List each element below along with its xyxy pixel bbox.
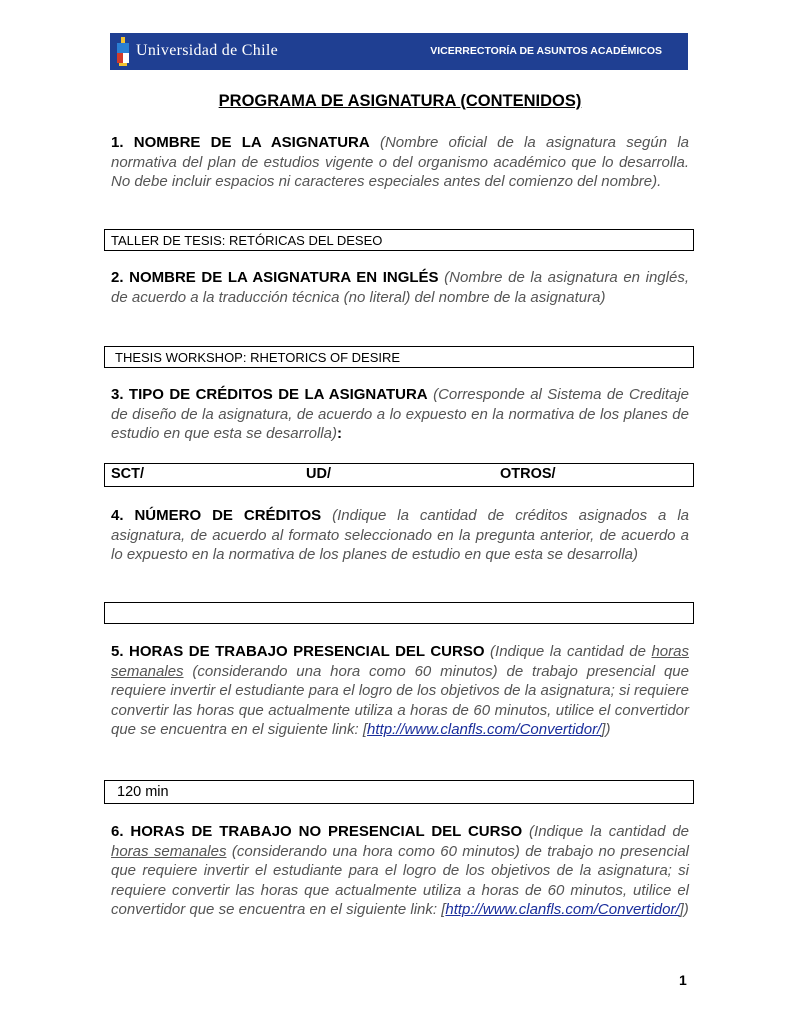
section-5-text [111, 642, 689, 740]
page-number: 1 [679, 972, 687, 988]
section-5-field[interactable] [104, 780, 694, 804]
section-6-underlined: horas semanales [111, 842, 227, 860]
section-6-note-c: ]) [679, 901, 689, 919]
credit-type-field [104, 463, 694, 487]
section-4-text [111, 506, 689, 565]
section-3-heading: 3. TIPO DE CRÉDITOS DE LA ASIGNATURA [111, 386, 428, 403]
section-4-note: (Indique la cantidad de créditos asignados a la asignatura, de acuerdo al formato seleccionado en la pregunta anterior, de acuerdo a lo expuesto en la normativa de los planes de estudio en que esta se desarrolla) [111, 507, 690, 564]
section-2-field[interactable] [104, 346, 694, 368]
section-6-text [111, 822, 689, 920]
section-1-value: TALLER DE TESIS: RETÓRICAS DEL DESEO [111, 232, 383, 248]
header-banner [110, 33, 688, 70]
section-6-note-b: (considerando una hora como 60 minutos) de trabajo no presencial que requiere invertir el estudiante para el logro de los objetivos de la asignatura; si requiere convertir las horas que actualmente utiliza a horas de 60 minutos, utilice el convertidor que se encuentra en el siguiente link: [ [111, 842, 689, 919]
section-2-heading: 2. NOMBRE DE LA ASIGNATURA EN INGLÉS [111, 269, 439, 286]
section-2-value: THESIS WORKSHOP: RHETORICS OF DESIRE [115, 349, 401, 365]
section-6-heading: 6. HORAS DE TRABAJO NO PRESENCIAL DEL CURSO [111, 823, 523, 840]
section-5-note-c: ]) [601, 721, 611, 739]
page-title: PROGRAMA DE ASIGNATURA (CONTENIDOS) [218, 92, 582, 110]
section-6-converter-link[interactable]: http://www.clanfls.com/Convertidor/ [445, 901, 680, 919]
section-6-note-a: (Indique la cantidad de [529, 823, 690, 840]
section-5-converter-link[interactable]: http://www.clanfls.com/Convertidor/ [367, 721, 602, 739]
section-2-text [111, 268, 689, 307]
section-5-note-a: (Indique la cantidad de [490, 643, 652, 660]
section-5-underlined: horas semanales [111, 643, 689, 680]
section-5-heading: 5. HORAS DE TRABAJO PRESENCIAL DEL CURSO [111, 643, 485, 660]
section-5-value: 120 min [117, 784, 169, 800]
credit-option-ud[interactable]: UD/ [306, 466, 331, 482]
section-3-note: (Corresponde al Sistema de Creditaje de diseño de la asignatura, de acuerdo a lo expuesto en la normativa de los planes de estudio en que esta se desarrolla) [111, 386, 690, 443]
section-3-colon: : [336, 425, 342, 443]
section-4-field[interactable] [104, 602, 694, 624]
section-1-heading: 1. NOMBRE DE LA ASIGNATURA [111, 134, 370, 151]
credit-option-otros[interactable]: OTROS/ [500, 466, 556, 482]
vicerrectoria-label: VICERRECTORÍA DE ASUNTOS ACADÉMICOS [430, 45, 662, 57]
section-1-field[interactable] [104, 229, 694, 251]
university-name: Universidad de Chile [136, 42, 278, 59]
section-3-text [111, 385, 689, 444]
section-1-text [111, 133, 689, 192]
section-5-note-b: (considerando una hora como 60 minutos) de trabajo presencial que requiere invertir el estudiante para el logro de los objetivos de la asignatura; si requiere convertir las horas que actualmente utiliza a horas de 60 minutos, utilice el convertidor que se encuentra en el siguiente link: [ [111, 662, 689, 739]
section-2-note: (Nombre de la asignatura en inglés, de acuerdo a la traducción técnica (no literal) del nombre de la asignatura) [111, 269, 689, 306]
section-4-heading: 4. NÚMERO DE CRÉDITOS [111, 507, 322, 524]
section-1-note: (Nombre oficial de la asignatura según la normativa del plan de estudios vigente o del organismo académico que lo desarrolla. No debe incluir espacios ni caracteres especiales antes del comienzo del nombre). [111, 134, 689, 191]
university-crest-icon [116, 37, 130, 66]
credit-option-sct[interactable]: SCT/ [111, 466, 145, 482]
